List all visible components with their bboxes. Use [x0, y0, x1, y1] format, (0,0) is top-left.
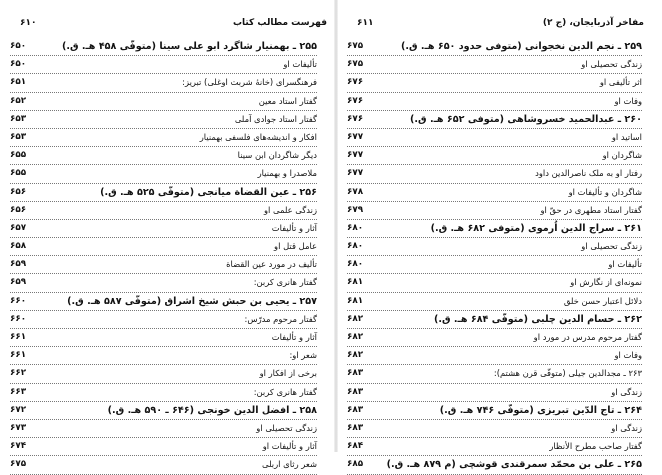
toc-sub-entry	[10, 111, 317, 129]
toc-sub-entry	[347, 347, 642, 365]
toc-entry-page: ۶۸۰	[347, 220, 365, 237]
toc-sub-entry	[10, 147, 317, 165]
right-running-title: مفاخر آذربایجان، (ج ۲)	[542, 18, 644, 28]
toc-entry-page: ۶۷۴	[10, 438, 28, 455]
toc-entry-page: ۶۶۳	[10, 384, 28, 401]
toc-sub-entry	[10, 74, 317, 92]
toc-entry-text: شاگردان او	[601, 147, 642, 164]
toc-entry-text: گفتار مرحوم مدرّس:	[243, 311, 317, 328]
toc-entry-page: ۶۶۰	[10, 311, 28, 328]
toc-entry-page: ۶۶۰	[10, 293, 28, 310]
toc-entry-page: ۶۵۷	[10, 220, 28, 237]
toc-main-entry	[347, 456, 642, 474]
toc-entry-page: ۶۵۱	[10, 74, 28, 91]
toc-sub-entry	[347, 56, 642, 74]
toc-entry-text: نمونه‌ای از نگارش او	[568, 274, 642, 291]
toc-entry-page: ۶۷۶	[347, 93, 365, 110]
toc-entry-text: افکار و اندیشه‌های فلسفی بهمنیار	[198, 129, 317, 146]
toc-sub-entry	[347, 274, 642, 292]
toc-entry-text: دیگر شاگردان ابن سینا	[236, 147, 317, 164]
toc-entry-text: رفتار او به ملک ناصرالدین داود	[533, 165, 642, 182]
toc-entry-text: گفتار استاد مطهری در حقّ او	[538, 202, 642, 219]
toc-sub-entry	[347, 184, 642, 202]
toc-entry-page: ۶۷۵	[347, 56, 365, 73]
toc-main-entry	[10, 402, 317, 420]
toc-sub-entry	[10, 93, 317, 111]
toc-entry-page: ۶۸۴	[347, 438, 365, 455]
toc-entry-text: گفتار هانری کربن:	[252, 384, 317, 401]
toc-entry-page: ۶۸۰	[347, 256, 365, 273]
toc-entry-page: ۶۷۲	[10, 402, 28, 419]
toc-entry-text: تألیفات او	[281, 56, 317, 73]
toc-entry-text: ۲۵۵ ـ بهمنیار شاگرد ابو علی سینا (متوفّی ۴۵۸ هـ. ق.)	[60, 38, 317, 55]
toc-sub-entry	[347, 384, 642, 402]
toc-entry-text: عامل قتل او	[272, 238, 317, 255]
right-page	[337, 0, 662, 471]
toc-entry-text: زندگی علمی او	[262, 202, 317, 219]
toc-sub-entry	[347, 238, 642, 256]
toc-entry-page: ۶۸۰	[347, 238, 365, 255]
toc-entry-page: ۶۷۵	[347, 38, 365, 55]
toc-entry-page: ۶۶۱	[10, 347, 28, 364]
toc-entry-page: ۶۸۳	[347, 365, 365, 382]
toc-main-entry	[10, 184, 317, 202]
toc-entry-text: گفتار هانری کربن:	[252, 274, 317, 291]
toc-entry-text: ۲۵۶ ـ عین القضاة میانجی (متوفّی ۵۲۵ هـ. ق.)	[98, 184, 317, 201]
toc-sub-entry	[10, 365, 317, 383]
toc-sub-entry	[10, 274, 317, 292]
toc-sub-entry	[347, 93, 642, 111]
toc-entry-page: ۶۵۰	[10, 38, 28, 55]
toc-entry-page: ۶۸۳	[347, 402, 365, 419]
left-running-title: فهرست مطالب کتاب	[232, 18, 327, 28]
toc-entry-text: ۲۶۴ ـ تاج الدّین تبریزی (متوفّی ۷۴۶ هـ. ق.)	[438, 402, 642, 419]
toc-sub-entry	[10, 420, 317, 438]
toc-sub-entry	[347, 165, 642, 183]
toc-entry-text: گفتار صاحب مطرح الأنظار	[547, 438, 642, 455]
toc-sub-entry	[10, 220, 317, 238]
toc-entry-page: ۶۵۳	[10, 111, 28, 128]
toc-entry-page: ۶۵۳	[10, 129, 28, 146]
toc-sub-entry	[10, 384, 317, 402]
toc-entry-text: ملاصدرا و بهمنیار	[256, 165, 317, 182]
toc-entry-page: ۶۵۶	[10, 202, 28, 219]
toc-entry-page: ۶۵۸	[10, 238, 28, 255]
toc-entry-page: ۶۷۷	[347, 147, 365, 164]
toc-entry-text: زندگی تحصیلی او	[579, 56, 642, 73]
toc-entry-text: ۲۵۹ ـ نجم الدین نخجوانی (متوفی حدود ۶۵۰ هـ. ق.)	[399, 38, 642, 55]
toc-entry-page: ۶۷۷	[347, 129, 365, 146]
toc-sub-entry	[10, 129, 317, 147]
toc-entry-text: ۲۵۷ ـ یحیی بن حبش شیخ اشراق (متوفّی ۵۸۷ هـ. ق.)	[65, 293, 317, 310]
toc-entry-text: ۲۶۳ ـ مجدالدین جیلی (متوفّی قرن هشتم):	[492, 365, 642, 382]
toc-entry-page: ۶۸۲	[347, 311, 365, 328]
toc-sub-entry	[347, 365, 642, 383]
toc-entry-page: ۶۸۱	[347, 274, 365, 291]
toc-sub-entry	[10, 256, 317, 274]
toc-entry-page: ۶۸۳	[347, 420, 365, 437]
toc-main-entry	[347, 38, 642, 56]
toc-entry-text: وفات او	[612, 347, 642, 364]
toc-entry-page: ۶۸۳	[347, 384, 365, 401]
toc-main-entry	[10, 38, 317, 56]
toc-entry-text: دلائل اعتبار حسن خلق	[562, 293, 642, 310]
toc-sub-entry	[347, 420, 642, 438]
toc-entry-text: آثار و تألیفات	[270, 220, 317, 237]
toc-sub-entry	[10, 238, 317, 256]
toc-sub-entry	[10, 329, 317, 347]
toc-sub-entry	[10, 202, 317, 220]
toc-entry-text: فرهنگسرای (خانهٔ شربت اوغلی) تبریز:	[180, 74, 317, 91]
toc-entry-page: ۶۷۳	[10, 420, 28, 437]
toc-sub-entry	[10, 311, 317, 329]
toc-entry-text: اساتید او	[610, 129, 642, 146]
toc-entry-page: ۶۵۵	[10, 147, 28, 164]
toc-entry-page: ۶۸۲	[347, 347, 365, 364]
right-toc-list	[347, 38, 642, 475]
toc-sub-entry	[347, 438, 642, 456]
toc-entry-page: ۶۵۹	[10, 256, 28, 273]
toc-sub-entry	[347, 202, 642, 220]
toc-entry-text: تألیف در مورد عین القضاة	[224, 256, 317, 273]
toc-entry-page: ۶۶۲	[10, 365, 28, 382]
toc-entry-text: آثار و تألیفات او	[261, 438, 317, 455]
toc-entry-text: ۲۵۸ ـ افضل الدین خونجی (۶۴۶ ـ ۵۹۰ هـ. ق.)	[106, 402, 317, 419]
toc-entry-text: گفتار استاد معین	[257, 93, 317, 110]
toc-entry-text: زندگی تحصیلی او	[579, 238, 642, 255]
toc-entry-page: ۶۷۶	[347, 111, 365, 128]
toc-entry-page: ۶۵۲	[10, 93, 28, 110]
toc-sub-entry	[347, 329, 642, 347]
toc-entry-text: برخی از افکار او	[258, 365, 317, 382]
toc-entry-text: شعر او:	[287, 347, 317, 364]
toc-main-entry	[347, 220, 642, 238]
left-toc-list	[10, 38, 317, 475]
toc-sub-entry	[10, 165, 317, 183]
toc-sub-entry	[347, 129, 642, 147]
toc-entry-text: زندگی او	[609, 420, 642, 437]
left-page-number: ۶۱۰	[20, 18, 37, 28]
toc-sub-entry	[347, 293, 642, 311]
toc-entry-page: ۶۵۶	[10, 184, 28, 201]
toc-entry-text: تألیفات او	[606, 256, 642, 273]
right-page-number: ۶۱۱	[357, 18, 374, 28]
toc-entry-page: ۶۷۸	[347, 184, 365, 201]
toc-entry-text: گفتار مرحوم مدرس در مورد او	[532, 329, 642, 346]
toc-sub-entry	[347, 74, 642, 92]
toc-entry-page: ۶۸۲	[347, 329, 365, 346]
toc-entry-page: ۶۸۵	[347, 456, 365, 473]
toc-entry-page: ۶۵۹	[10, 274, 28, 291]
toc-sub-entry	[10, 456, 317, 474]
toc-entry-text: شعر رثای اربلی	[260, 456, 317, 473]
toc-main-entry	[10, 293, 317, 311]
right-page-header	[357, 18, 644, 34]
toc-sub-entry	[347, 147, 642, 165]
toc-sub-entry	[347, 256, 642, 274]
toc-entry-page: ۶۷۵	[10, 456, 28, 473]
toc-entry-text: ۲۶۵ ـ علی بن محمّد سمرقندی قوشچی (م ۸۷۹ هـ. ق.)	[385, 456, 642, 473]
toc-entry-page: ۶۷۹	[347, 202, 365, 219]
toc-entry-text: وفات او	[612, 93, 642, 110]
toc-entry-text: زندگی او	[609, 384, 642, 401]
toc-entry-text: ۲۶۲ ـ حسام الدین چلبی (متوفّی ۶۸۴ هـ. ق.)	[432, 311, 642, 328]
toc-main-entry	[347, 402, 642, 420]
toc-entry-text: ۲۶۱ ـ سراج الدین اُرموی (متوفی ۶۸۲ هـ. ق.)	[429, 220, 642, 237]
toc-sub-entry	[10, 347, 317, 365]
toc-entry-text: اثر تألیفی او	[598, 74, 642, 91]
toc-entry-text: آثار و تألیفات	[270, 329, 317, 346]
toc-entry-text: ۲۶۰ ـ عبدالحمید خسروشاهی (متوفی ۶۵۲ هـ. ق.)	[408, 111, 642, 128]
toc-entry-text: گفتار استاد جوادی آملی	[233, 111, 317, 128]
toc-entry-page: ۶۵۰	[10, 56, 28, 73]
toc-main-entry	[347, 311, 642, 329]
toc-entry-text: زندگی تحصیلی او	[254, 420, 317, 437]
toc-sub-entry	[10, 56, 317, 74]
toc-entry-page: ۶۷۷	[347, 165, 365, 182]
toc-sub-entry	[10, 438, 317, 456]
toc-entry-text: شاگردان و تألیفات او	[567, 184, 642, 201]
left-page-header	[20, 18, 327, 34]
toc-entry-page: ۶۶۱	[10, 329, 28, 346]
toc-main-entry	[347, 111, 642, 129]
toc-entry-page: ۶۵۵	[10, 165, 28, 182]
toc-entry-page: ۶۸۱	[347, 293, 365, 310]
toc-entry-page: ۶۷۶	[347, 74, 365, 91]
